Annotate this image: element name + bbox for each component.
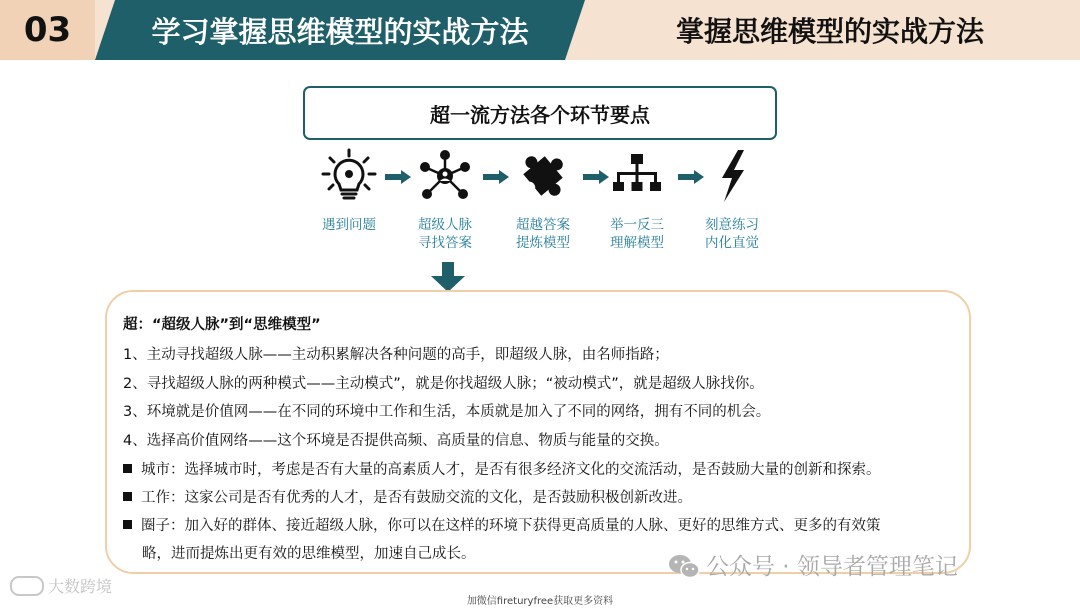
- header-bar: [0, 0, 1080, 60]
- content-line: 4、选择高价值网络——这个环境是否提供高频、高质量的信息、物质与能量的交换。: [123, 433, 669, 449]
- section-number: 03: [0, 0, 95, 60]
- network-icon: [417, 148, 473, 204]
- content-line: 3、环境就是价值网——在不同的环境中工作和生活，本质就是加入了不同的网络，拥有不同的机会。: [123, 404, 771, 420]
- hierarchy-icon: [609, 148, 665, 204]
- square-bullet-icon: [123, 464, 132, 473]
- flow-step-1: [294, 148, 404, 234]
- step-label: 超级人脉 寻找答案: [418, 217, 472, 251]
- flow-step-4: [582, 148, 692, 252]
- lightning-icon: [704, 148, 760, 204]
- bullet-item: 工作：这家公司是否有优秀的人才，是否有鼓励交流的文化，是否鼓励积极创新改进。: [123, 486, 692, 507]
- step-label: 举一反三 理解模型: [610, 217, 664, 251]
- step-label: 遇到问题: [322, 217, 376, 233]
- puzzle-icon: [515, 148, 571, 204]
- flow-step-5: [677, 148, 787, 252]
- footer-note: 加微信fireturyfree获取更多资料: [466, 596, 614, 607]
- content-heading: 超：“超级人脉”到“思维模型”: [123, 317, 321, 333]
- watermark-brand: 大数跨境: [10, 574, 112, 597]
- flow-title-box: 超一流方法各个环节要点: [303, 86, 777, 140]
- step-label: 超越答案 提炼模型: [516, 217, 570, 251]
- content-line: 1、主动寻找超级人脉——主动积累解决各种问题的高手，即超级人脉，由名师指路；: [123, 347, 669, 363]
- square-bullet-icon: [123, 492, 132, 501]
- bullet-item: 城市：选择城市时，考虑是否有大量的高素质人才，是否有很多经济文化的交流活动，是否鼓励大量的创新和探索。: [123, 458, 881, 479]
- flow-step-2: [390, 148, 500, 252]
- wechat-icon: [668, 553, 700, 579]
- watermark-account: 公众号 · 领导者管理笔记: [668, 548, 958, 581]
- square-bullet-icon: [123, 520, 132, 529]
- bullet-item: 圈子：加入好的群体、接近超级人脉，你可以在这样的环境下获得更高质量的人脉、更好的思维方式、更多的有效策: [123, 514, 881, 535]
- section-title: 学习掌握思维模型的实战方法: [151, 14, 529, 49]
- content-line: 2、寻找超级人脉的两种模式——主动模式”，就是你找超级人脉；“被动模式”，就是超级人脉找你。: [123, 376, 764, 392]
- step-label: 刻意练习 内化直觉: [705, 217, 759, 251]
- down-arrow-icon: [431, 262, 465, 292]
- page-title: 掌握思维模型的实战方法: [675, 15, 984, 48]
- bullet-item-continuation: 略，进而提炼出更有效的思维模型，加速自己成长。: [142, 546, 476, 562]
- lightbulb-icon: [321, 148, 377, 204]
